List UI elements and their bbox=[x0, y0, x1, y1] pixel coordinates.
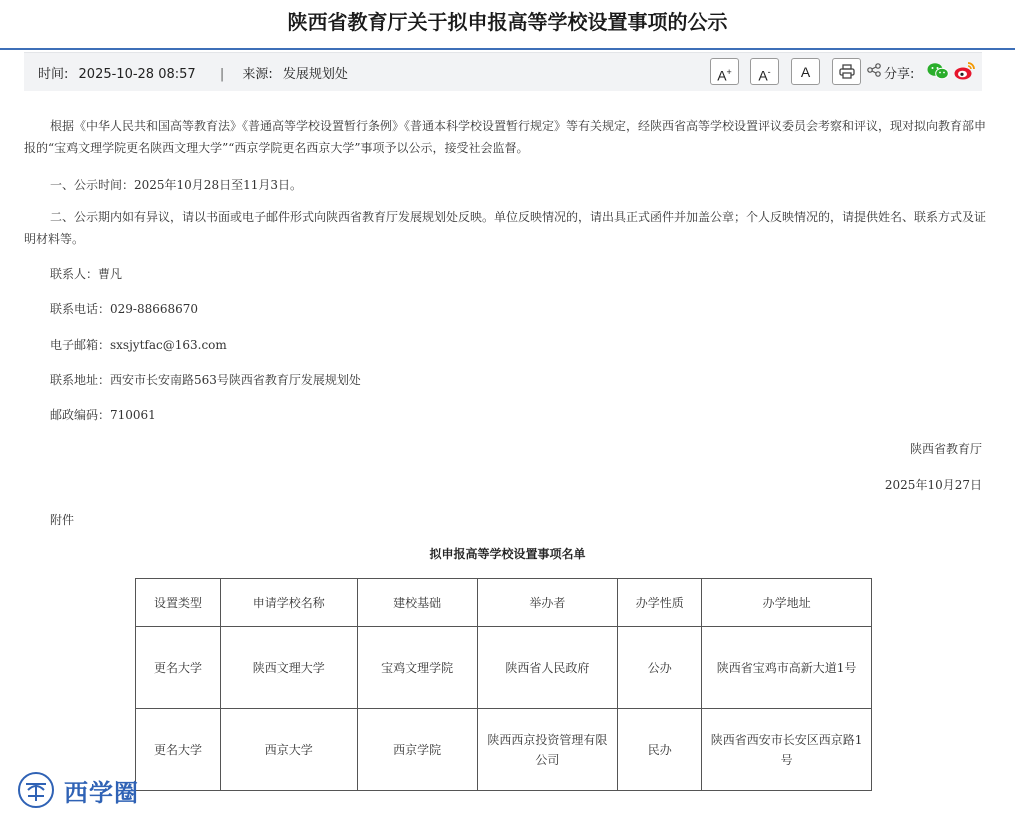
watermark-logo bbox=[16, 770, 156, 810]
plus-icon: + bbox=[726, 67, 732, 77]
header-address: 办学地址 bbox=[702, 579, 872, 627]
cell-basis: 宝鸡文理学院 bbox=[357, 627, 477, 709]
contact-phone: 联系电话：029-88668670 bbox=[50, 302, 199, 316]
minus-icon: - bbox=[767, 67, 771, 77]
meta-separator: | bbox=[219, 67, 225, 82]
page-title: 陕西省教育厅关于拟申报高等学校设置事项的公示 bbox=[287, 10, 728, 34]
font-default-label: A bbox=[800, 64, 811, 80]
source-value: 发展规划处 bbox=[282, 67, 348, 82]
cell-address: 陕西省西安市长安区西京路1号 bbox=[702, 709, 872, 791]
xixuequan-logo-icon bbox=[16, 770, 56, 810]
attachment-label: 附件 bbox=[50, 513, 75, 527]
intro-paragraph: 根据《中华人民共和国高等教育法》《普通高等学校设置暂行条例》《普通本科学校设置暂行规定》等有关规定，经陕西省高等学校设置评议委员会考察和评议，现对拟向教育部申报的“宝鸡文理学院更名陕西文理大学”“西京学院更名西京大学”事项予以公示，接受社会监督。 bbox=[24, 119, 987, 155]
contact-address: 联系地址：西安市长安南路563号陕西省教育厅发展规划处 bbox=[50, 373, 361, 387]
share-icon[interactable] bbox=[867, 63, 881, 77]
print-button[interactable] bbox=[832, 58, 861, 85]
cell-nature: 民办 bbox=[618, 709, 702, 791]
header-nature: 办学性质 bbox=[618, 579, 702, 627]
font-size-default-button[interactable] bbox=[791, 58, 820, 85]
share-label: 分享: bbox=[884, 67, 915, 82]
meta-info bbox=[38, 63, 354, 82]
font-small-label: A bbox=[758, 67, 768, 84]
objection-paragraph: 二、公示期内如有异议，请以书面或电子邮件形式向陕西省教育厅发展规划处反映。单位反映情况的，请出具正式函件并加盖公章；个人反映情况的，请提供姓名、联系方式及证明材料等。 bbox=[24, 210, 987, 246]
font-size-increase-button[interactable] bbox=[710, 58, 739, 85]
issue-date: 2025年10月27日 bbox=[884, 478, 982, 492]
institution-table bbox=[135, 578, 872, 791]
cell-type: 更名大学 bbox=[136, 627, 221, 709]
contact-person: 联系人：曹凡 bbox=[50, 267, 123, 281]
table-row bbox=[136, 709, 872, 791]
header-school-name: 申请学校名称 bbox=[220, 579, 357, 627]
contact-email: 电子邮箱：sxsjytfac@163.com bbox=[50, 338, 227, 352]
wechat-icon[interactable] bbox=[927, 62, 949, 80]
notice-period: 一、公示时间：2025年10月28日至11月3日。 bbox=[50, 178, 302, 192]
cell-address: 陕西省宝鸡市高新大道1号 bbox=[702, 627, 872, 709]
cell-school-name: 陕西文理大学 bbox=[220, 627, 357, 709]
cell-basis: 西京学院 bbox=[357, 709, 477, 791]
table-row bbox=[136, 627, 872, 709]
font-large-label: A bbox=[717, 67, 727, 84]
cell-sponsor: 陕西省人民政府 bbox=[477, 627, 618, 709]
time-label: 时间: bbox=[38, 67, 69, 82]
title-divider bbox=[0, 48, 1015, 50]
cell-nature: 公办 bbox=[618, 627, 702, 709]
cell-type: 更名大学 bbox=[136, 709, 221, 791]
cell-sponsor: 陕西西京投资管理有限公司 bbox=[477, 709, 618, 791]
header-sponsor: 举办者 bbox=[477, 579, 618, 627]
postcode: 邮政编码：710061 bbox=[50, 408, 156, 422]
weibo-icon[interactable] bbox=[954, 61, 976, 81]
table-header-row bbox=[136, 579, 872, 627]
header-basis: 建校基础 bbox=[357, 579, 477, 627]
publish-time: 2025-10-28 08:57 bbox=[78, 67, 196, 82]
table-title: 拟申报高等学校设置事项名单 bbox=[429, 547, 586, 561]
issuer-signature: 陕西省教育厅 bbox=[909, 442, 982, 456]
header-type: 设置类型 bbox=[136, 579, 221, 627]
font-size-decrease-button[interactable] bbox=[750, 58, 779, 85]
cell-school-name: 西京大学 bbox=[220, 709, 357, 791]
watermark-logo-text: 西学圈 bbox=[64, 779, 139, 807]
print-icon bbox=[839, 64, 855, 79]
article-meta-bar bbox=[24, 52, 982, 91]
source-label: 来源: bbox=[242, 67, 273, 82]
